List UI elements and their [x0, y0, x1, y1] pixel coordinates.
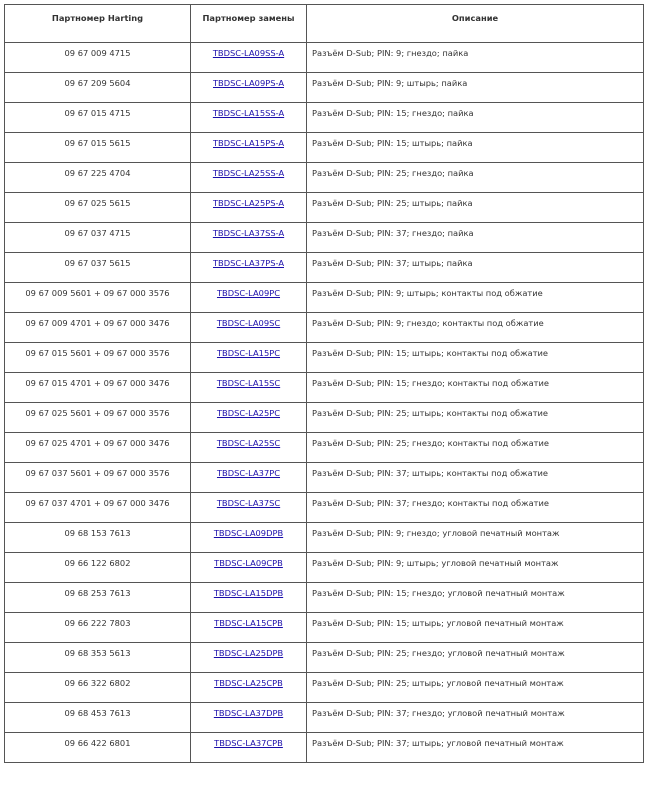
table-row	[5, 193, 644, 223]
replacement-part-link[interactable]: TBDSC-LA37CPB	[214, 738, 283, 748]
harting-part-number: 09 67 025 5601 + 09 67 000 3576	[5, 403, 191, 433]
replacement-cell	[191, 343, 307, 373]
description-cell: Разъём D-Sub; PIN: 15; штырь; угловой печатный монтаж	[307, 613, 644, 643]
description-cell: Разъём D-Sub; PIN: 15; гнездо; пайка	[307, 103, 644, 133]
harting-part-number: 09 67 025 5615	[5, 193, 191, 223]
replacement-part-link[interactable]: TBDSC-LA09SC	[216, 318, 281, 328]
replacement-part-link[interactable]: TBDSC-LA09PC	[216, 288, 281, 298]
replacement-part-link[interactable]: TBDSC-LA15SC	[216, 378, 281, 388]
description-cell: Разъём D-Sub; PIN: 9; гнездо; угловой печатный монтаж	[307, 523, 644, 553]
replacement-cell	[191, 373, 307, 403]
harting-part-number: 09 67 009 5601 + 09 67 000 3576	[5, 283, 191, 313]
replacement-cell	[191, 163, 307, 193]
description-cell: Разъём D-Sub; PIN: 25; гнездо; контакты под обжатие	[307, 433, 644, 463]
replacement-cell	[191, 643, 307, 673]
replacement-part-link[interactable]: TBDSC-LA09CPB	[214, 558, 283, 568]
description-cell: Разъём D-Sub; PIN: 15; штырь; пайка	[307, 133, 644, 163]
harting-part-number: 09 67 015 4715	[5, 103, 191, 133]
header-harting: Партномер Harting	[5, 5, 191, 43]
table-row	[5, 433, 644, 463]
harting-part-number: 09 67 225 4704	[5, 163, 191, 193]
harting-part-number: 09 67 015 5615	[5, 133, 191, 163]
replacement-cell	[191, 193, 307, 223]
table-row	[5, 373, 644, 403]
replacement-cell	[191, 313, 307, 343]
replacement-cell	[191, 103, 307, 133]
replacement-part-link[interactable]: TBDSC-LA09PS-A	[212, 78, 284, 88]
table-row	[5, 703, 644, 733]
replacement-cell	[191, 223, 307, 253]
description-cell: Разъём D-Sub; PIN: 25; штырь; пайка	[307, 193, 644, 223]
harting-part-number: 09 67 025 4701 + 09 67 000 3476	[5, 433, 191, 463]
harting-part-number: 09 67 209 5604	[5, 73, 191, 103]
harting-part-number: 09 68 153 7613	[5, 523, 191, 553]
harting-part-number: 09 67 037 5615	[5, 253, 191, 283]
harting-part-number: 09 67 037 4715	[5, 223, 191, 253]
description-cell: Разъём D-Sub; PIN: 37; штырь; угловой печатный монтаж	[307, 733, 644, 763]
description-cell: Разъём D-Sub; PIN: 37; штырь; пайка	[307, 253, 644, 283]
header-row	[5, 5, 644, 43]
table-row	[5, 583, 644, 613]
replacement-cell	[191, 133, 307, 163]
table-row	[5, 553, 644, 583]
table-row	[5, 313, 644, 343]
table-row	[5, 223, 644, 253]
replacement-cell	[191, 433, 307, 463]
replacement-cell	[191, 493, 307, 523]
header-description: Описание	[307, 5, 644, 43]
table-row	[5, 733, 644, 763]
harting-part-number: 09 67 037 5601 + 09 67 000 3576	[5, 463, 191, 493]
replacement-cell	[191, 523, 307, 553]
description-cell: Разъём D-Sub; PIN: 15; гнездо; угловой печатный монтаж	[307, 583, 644, 613]
replacement-part-link[interactable]: TBDSC-LA25SS-A	[212, 168, 285, 178]
harting-part-number: 09 66 122 6802	[5, 553, 191, 583]
replacement-part-link[interactable]: TBDSC-LA15SS-A	[212, 108, 285, 118]
table-row	[5, 463, 644, 493]
description-cell: Разъём D-Sub; PIN: 9; гнездо; пайка	[307, 43, 644, 73]
table-row	[5, 493, 644, 523]
harting-part-number: 09 67 009 4701 + 09 67 000 3476	[5, 313, 191, 343]
replacement-part-link[interactable]: TBDSC-LA15PC	[216, 348, 281, 358]
replacement-cell	[191, 583, 307, 613]
replacement-cell	[191, 43, 307, 73]
replacement-part-link[interactable]: TBDSC-LA37PS-A	[212, 258, 284, 268]
table-row	[5, 403, 644, 433]
replacement-part-link[interactable]: TBDSC-LA25PC	[216, 408, 281, 418]
description-cell: Разъём D-Sub; PIN: 37; гнездо; пайка	[307, 223, 644, 253]
replacement-cell	[191, 553, 307, 583]
table-row	[5, 613, 644, 643]
table-row	[5, 643, 644, 673]
harting-part-number: 09 67 015 5601 + 09 67 000 3576	[5, 343, 191, 373]
replacement-cell	[191, 613, 307, 643]
description-cell: Разъём D-Sub; PIN: 15; гнездо; контакты под обжатие	[307, 373, 644, 403]
harting-part-number: 09 68 453 7613	[5, 703, 191, 733]
description-cell: Разъём D-Sub; PIN: 25; штырь; контакты под обжатие	[307, 403, 644, 433]
replacement-part-link[interactable]: TBDSC-LA25PS-A	[212, 198, 284, 208]
table-row	[5, 163, 644, 193]
description-cell: Разъём D-Sub; PIN: 25; штырь; угловой печатный монтаж	[307, 673, 644, 703]
description-cell: Разъём D-Sub; PIN: 37; гнездо; угловой печатный монтаж	[307, 703, 644, 733]
replacement-part-link[interactable]: TBDSC-LA37DPB	[213, 708, 284, 718]
description-cell: Разъём D-Sub; PIN: 37; гнездо; контакты под обжатие	[307, 493, 644, 523]
description-cell: Разъём D-Sub; PIN: 37; штырь; контакты под обжатие	[307, 463, 644, 493]
replacement-cell	[191, 733, 307, 763]
table-row	[5, 673, 644, 703]
replacement-cell	[191, 673, 307, 703]
description-cell: Разъём D-Sub; PIN: 25; гнездо; угловой печатный монтаж	[307, 643, 644, 673]
harting-part-number: 09 66 222 7803	[5, 613, 191, 643]
harting-part-number: 09 66 422 6801	[5, 733, 191, 763]
replacement-part-link[interactable]: TBDSC-LA25SC	[216, 438, 281, 448]
table-row	[5, 73, 644, 103]
replacement-part-link[interactable]: TBDSC-LA25DPB	[213, 648, 284, 658]
description-cell: Разъём D-Sub; PIN: 9; штырь; угловой печатный монтаж	[307, 553, 644, 583]
harting-part-number: 09 67 009 4715	[5, 43, 191, 73]
replacement-part-link[interactable]: TBDSC-LA09DPB	[213, 528, 284, 538]
replacement-table	[4, 4, 644, 763]
replacement-cell	[191, 73, 307, 103]
replacement-part-link[interactable]: TBDSC-LA15DPB	[213, 588, 284, 598]
replacement-part-link[interactable]: TBDSC-LA37SC	[216, 498, 281, 508]
table-row	[5, 103, 644, 133]
table-row	[5, 253, 644, 283]
table-row	[5, 283, 644, 313]
description-cell: Разъём D-Sub; PIN: 15; штырь; контакты под обжатие	[307, 343, 644, 373]
harting-part-number: 09 68 353 5613	[5, 643, 191, 673]
description-cell: Разъём D-Sub; PIN: 9; штырь; пайка	[307, 73, 644, 103]
replacement-part-link[interactable]: TBDSC-LA15CPB	[214, 618, 283, 628]
replacement-part-link[interactable]: TBDSC-LA25CPB	[214, 678, 283, 688]
replacement-cell	[191, 703, 307, 733]
harting-part-number: 09 66 322 6802	[5, 673, 191, 703]
description-cell: Разъём D-Sub; PIN: 25; гнездо; пайка	[307, 163, 644, 193]
table-row	[5, 133, 644, 163]
harting-part-number: 09 67 037 4701 + 09 67 000 3476	[5, 493, 191, 523]
table-row	[5, 43, 644, 73]
replacement-part-link[interactable]: TBDSC-LA09SS-A	[212, 48, 285, 58]
harting-part-number: 09 68 253 7613	[5, 583, 191, 613]
harting-part-number: 09 67 015 4701 + 09 67 000 3476	[5, 373, 191, 403]
replacement-cell	[191, 253, 307, 283]
description-cell: Разъём D-Sub; PIN: 9; штырь; контакты под обжатие	[307, 283, 644, 313]
description-cell: Разъём D-Sub; PIN: 9; гнездо; контакты под обжатие	[307, 313, 644, 343]
header-replacement: Партномер замены	[191, 5, 307, 43]
table-row	[5, 523, 644, 553]
replacement-cell	[191, 403, 307, 433]
replacement-part-link[interactable]: TBDSC-LA37PC	[216, 468, 281, 478]
replacement-cell	[191, 463, 307, 493]
replacement-cell	[191, 283, 307, 313]
replacement-part-link[interactable]: TBDSC-LA15PS-A	[212, 138, 284, 148]
replacement-part-link[interactable]: TBDSC-LA37SS-A	[212, 228, 285, 238]
table-row	[5, 343, 644, 373]
